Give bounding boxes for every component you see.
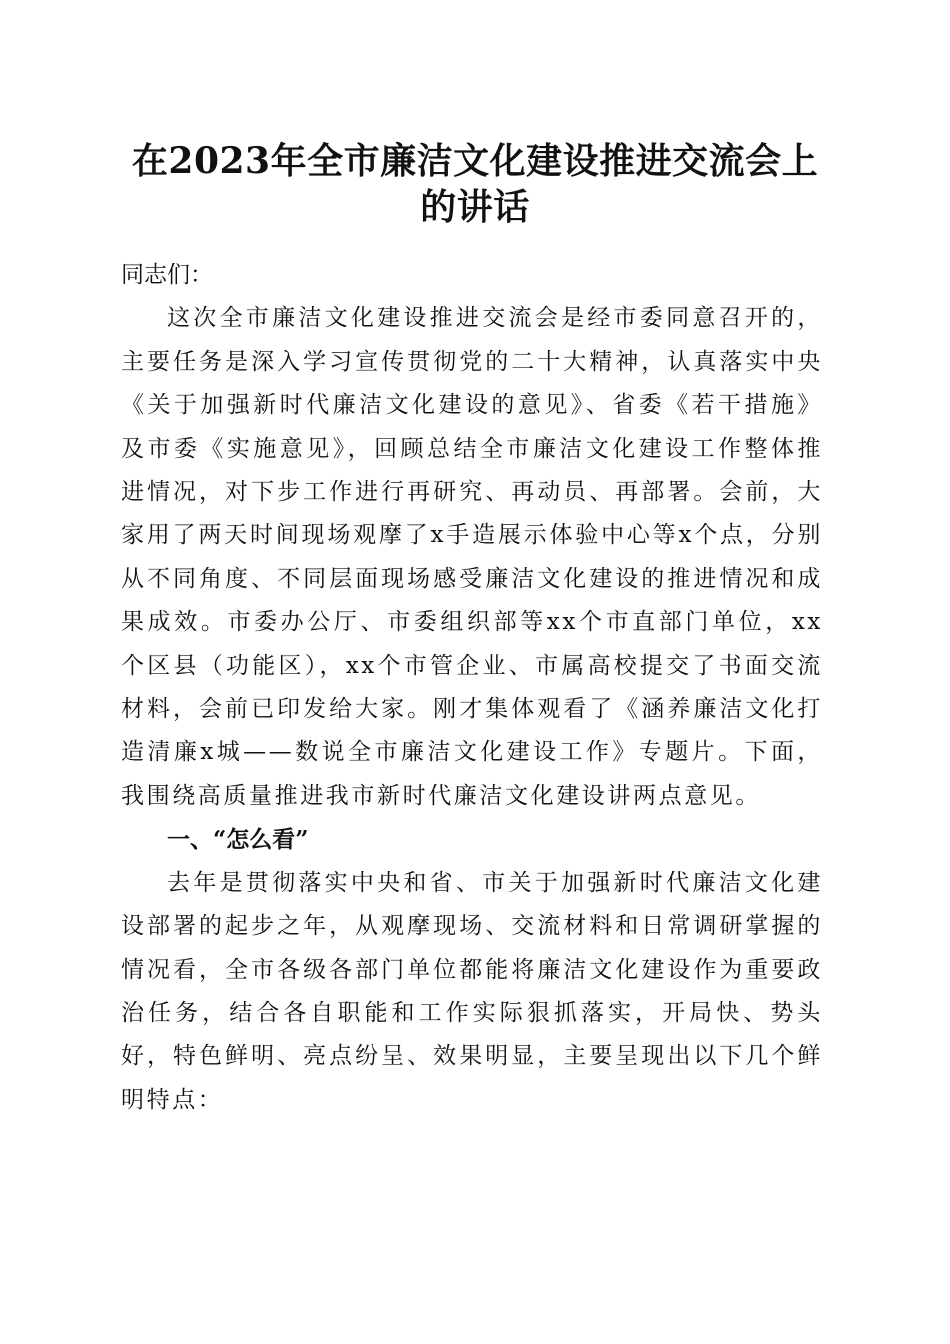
intro-paragraph: 这次全市廉洁文化建设推进交流会是经市委同意召开的，主要任务是深入学习宣传贯彻党的二十大精神，认真落实中央《关于加强新时代廉洁文化建设的意见》、省委《若干措施》及市委《实施意见》，回顾总结全市廉洁文化建设工作整体推进情况，对下步工作进行再研究、再动员、再部署。会前，大家用了两天时间现场观摩了x手造展示体验中心等x个点，分别从不同角度、不同层面现场感受廉洁文化建设的推进情况和成果成效。市委办公厅、市委组织部等xx个市直部门单位，xx个区县（功能区），xx个市管企业、市属高校提交了书面交流材料，会前已印发给大家。刚才集体观看了《涵养廉洁文化打造清廉x城——数说全市廉洁文化建设工作》专题片。下面，我围绕高质量推进我市新时代廉洁文化建设讲两点意见。 <box>121 305 823 809</box>
section-heading: 一、“怎么看” <box>167 826 309 854</box>
salutation: 同志们： <box>121 262 213 288</box>
document-body <box>121 254 823 1122</box>
document-title: 在2023年全市廉洁文化建设推进交流会上的讲话 <box>131 140 819 228</box>
section-paragraph: 去年是贯彻落实中央和省、市关于加强新时代廉洁文化建设部署的起步之年，从观摩现场、交流材料和日常调研掌握的情况看，全市各级各部门单位都能将廉洁文化建设作为重要政治任务，结合各自职能和工作实际狠抓落实，开局快、势头好，特色鲜明、亮点纷呈、效果明显，主要呈现出以下几个鲜明特点： <box>121 869 823 1113</box>
